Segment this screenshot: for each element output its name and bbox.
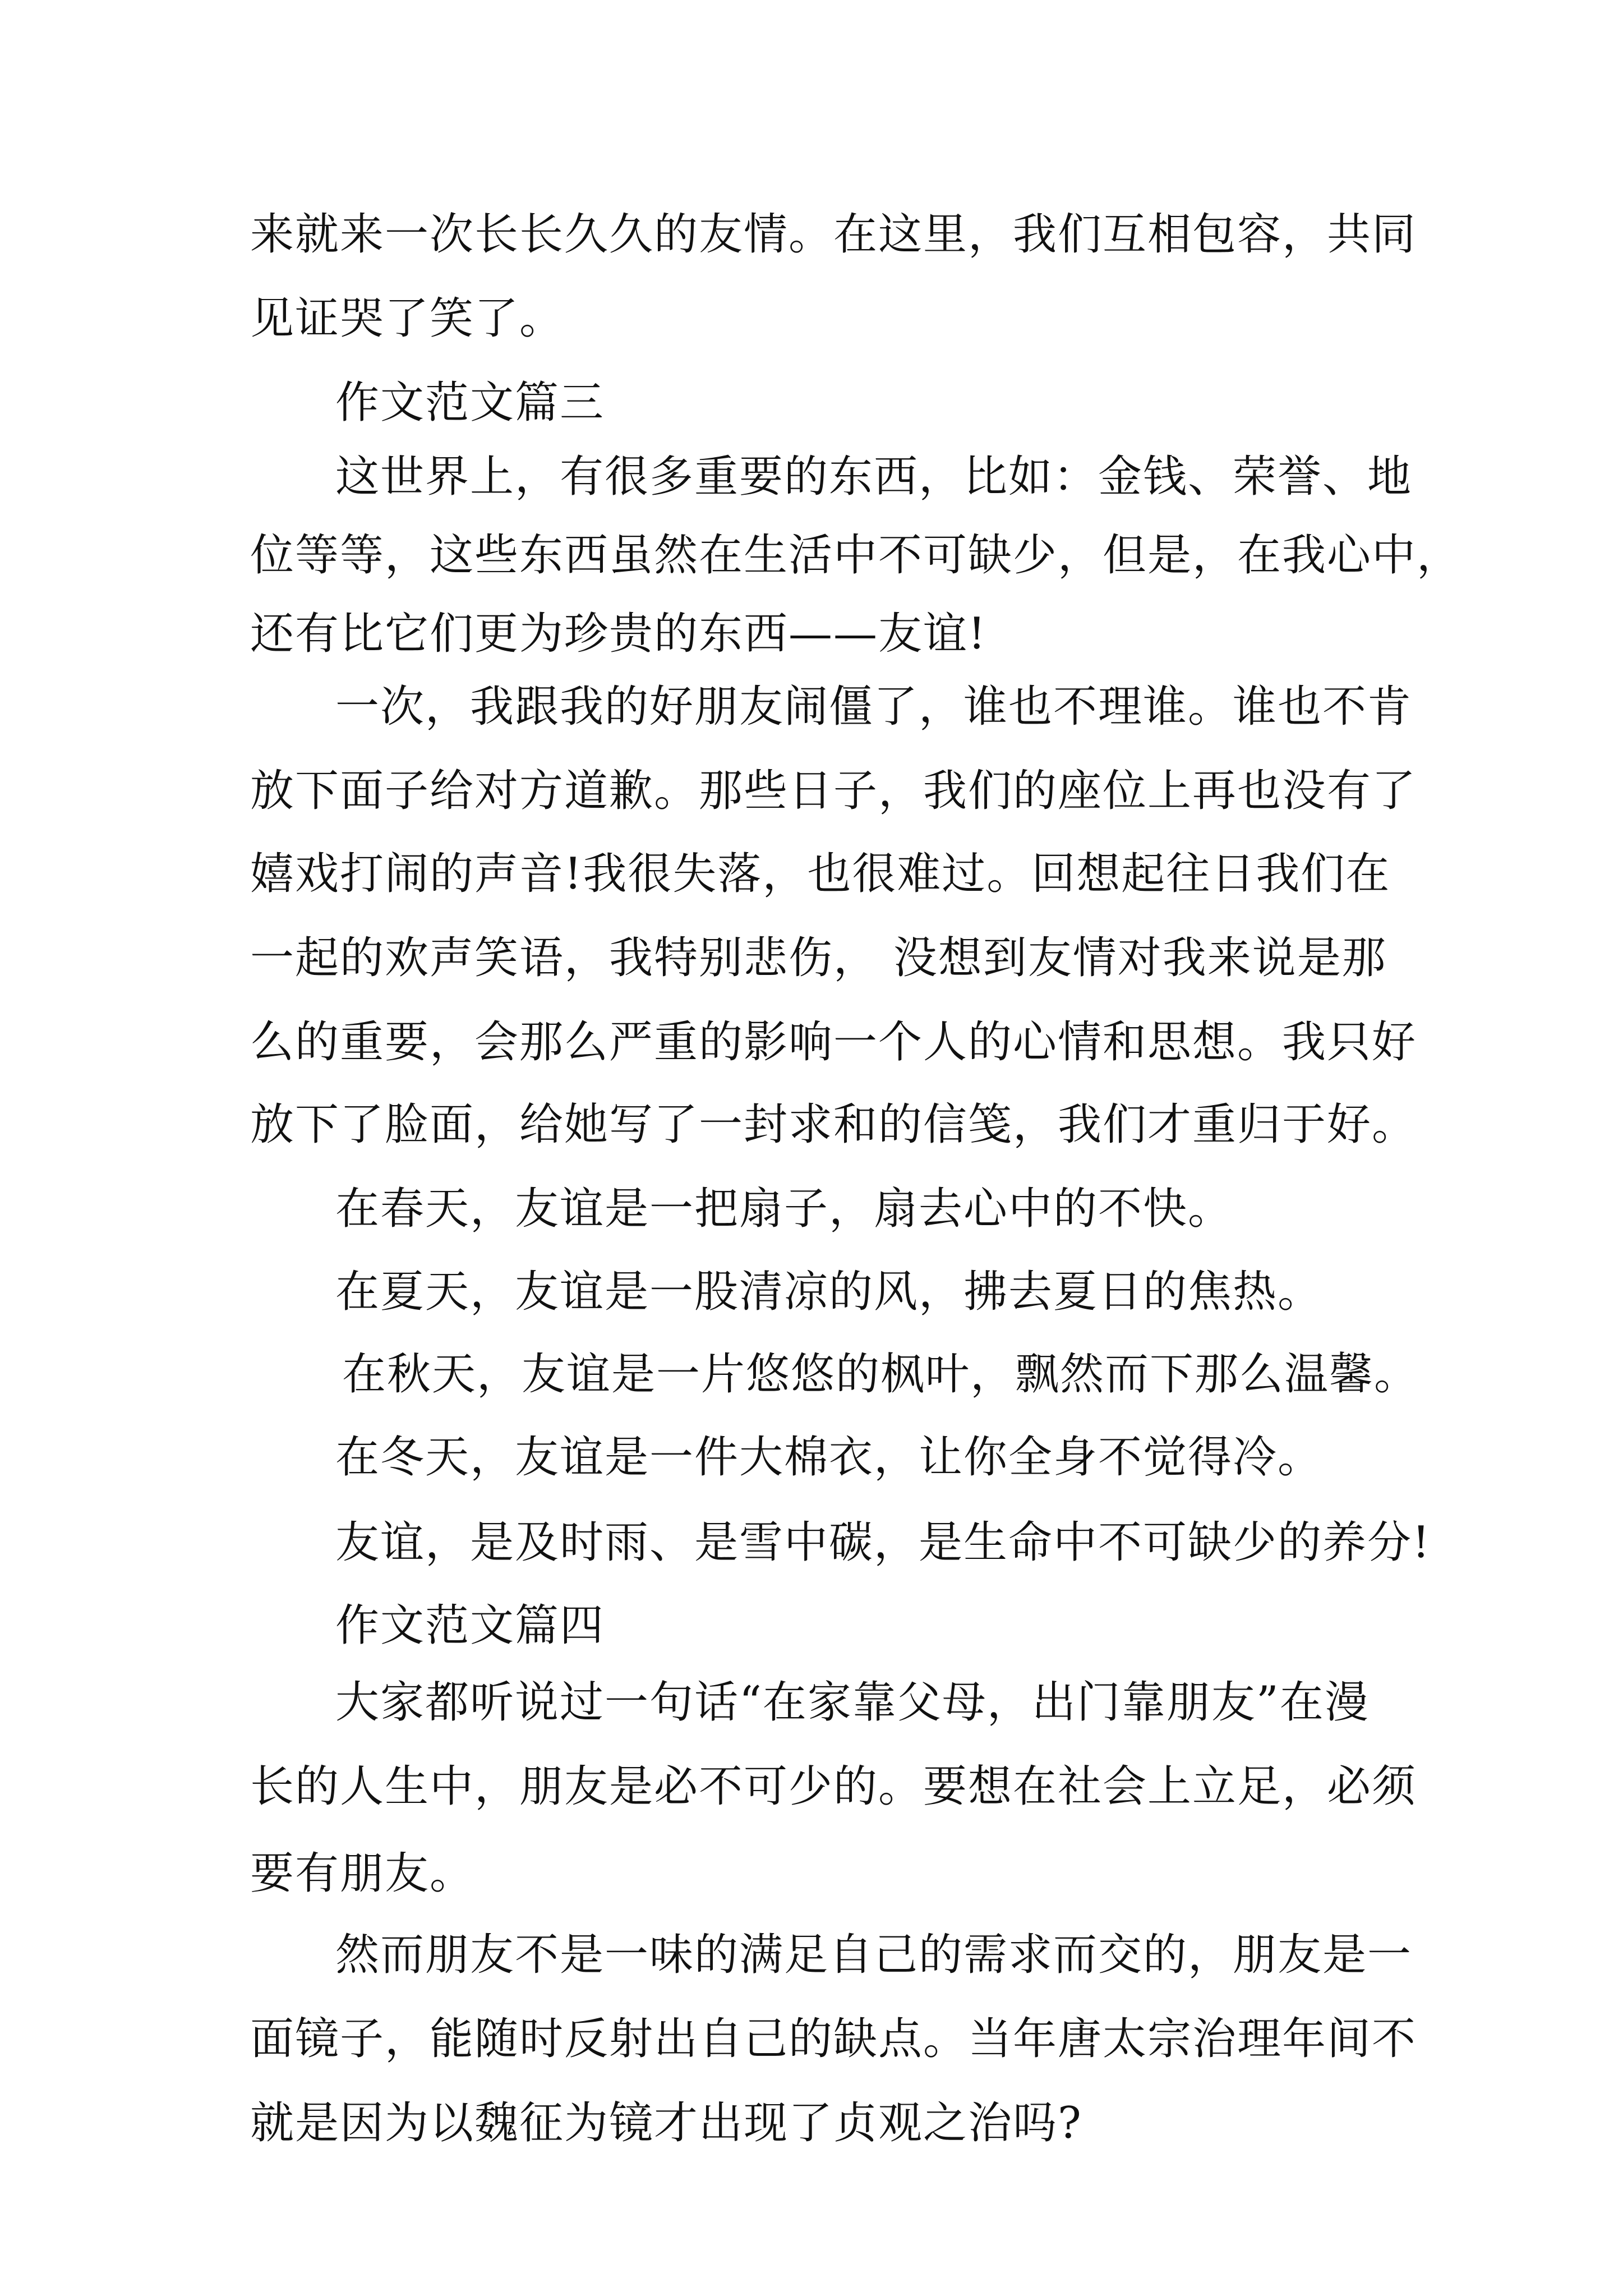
- text-line: 嬉戏打闹的声音!我很失落，也很难过。回想起往日我们在: [250, 849, 1391, 899]
- text-line: 来就来一次长长久久的友情。在这里，我们互相包容，共同: [250, 209, 1417, 260]
- text-line: 么的重要，会那么严重的影响一个人的心情和思想。我只好: [250, 1017, 1417, 1068]
- text-line: 大家都听说过一句话“在家靠父母，出门靠朋友”在漫: [335, 1677, 1370, 1728]
- section-heading: 作文范文篇四: [335, 1600, 605, 1651]
- text-line: 然而朋友不是一味的满足自己的需求而交的，朋友是一: [335, 1930, 1413, 1980]
- text-line: 友谊，是及时雨、是雪中碳，是生命中不可缺少的养分!: [335, 1517, 1431, 1568]
- text-line: 位等等，这些东西虽然在生活中不可缺少，但是，在我心中，: [250, 530, 1462, 581]
- text-line: 在秋天，友谊是一片悠悠的枫叶，飘然而下那么温馨。: [342, 1349, 1419, 1400]
- text-line: 还有比它们更为珍贵的东西——友谊!: [250, 609, 987, 659]
- text-line: 放下了脸面，给她写了一封求和的信笺，我们才重归于好。: [250, 1099, 1417, 1150]
- text-line: 在冬天，友谊是一件大棉衣，让你全身不觉得冷。: [335, 1432, 1323, 1483]
- text-line: 长的人生中，朋友是必不可少的。要想在社会上立足，必须: [250, 1761, 1417, 1812]
- text-line: 这世界上，有很多重要的东西，比如：金钱、荣誉、地: [335, 452, 1413, 502]
- text-line: 面镜子，能随时反射出自己的缺点。当年唐太宗治理年间不: [250, 2014, 1417, 2064]
- text-line: 放下面子给对方道歉。那些日子，我们的座位上再也没有了: [250, 766, 1417, 816]
- text-line: 就是因为以魏征为镜才出现了贞观之治吗?: [250, 2098, 1082, 2148]
- text-line: 在春天，友谊是一把扇子，扇去心中的不快。: [335, 1184, 1233, 1234]
- text-line: 在夏天，友谊是一股清凉的风，拂去夏日的焦热。: [335, 1267, 1323, 1317]
- section-heading: 作文范文篇三: [335, 378, 605, 428]
- text-line: 要有朋友。: [250, 1848, 475, 1899]
- text-line: 见证哭了笑了。: [250, 293, 565, 344]
- text-line: 一起的欢声笑语，我特别悲伤， 没想到友情对我来说是那: [250, 933, 1387, 983]
- text-line: 一次，我跟我的好朋友闹僵了，谁也不理谁。谁也不肯: [335, 682, 1413, 732]
